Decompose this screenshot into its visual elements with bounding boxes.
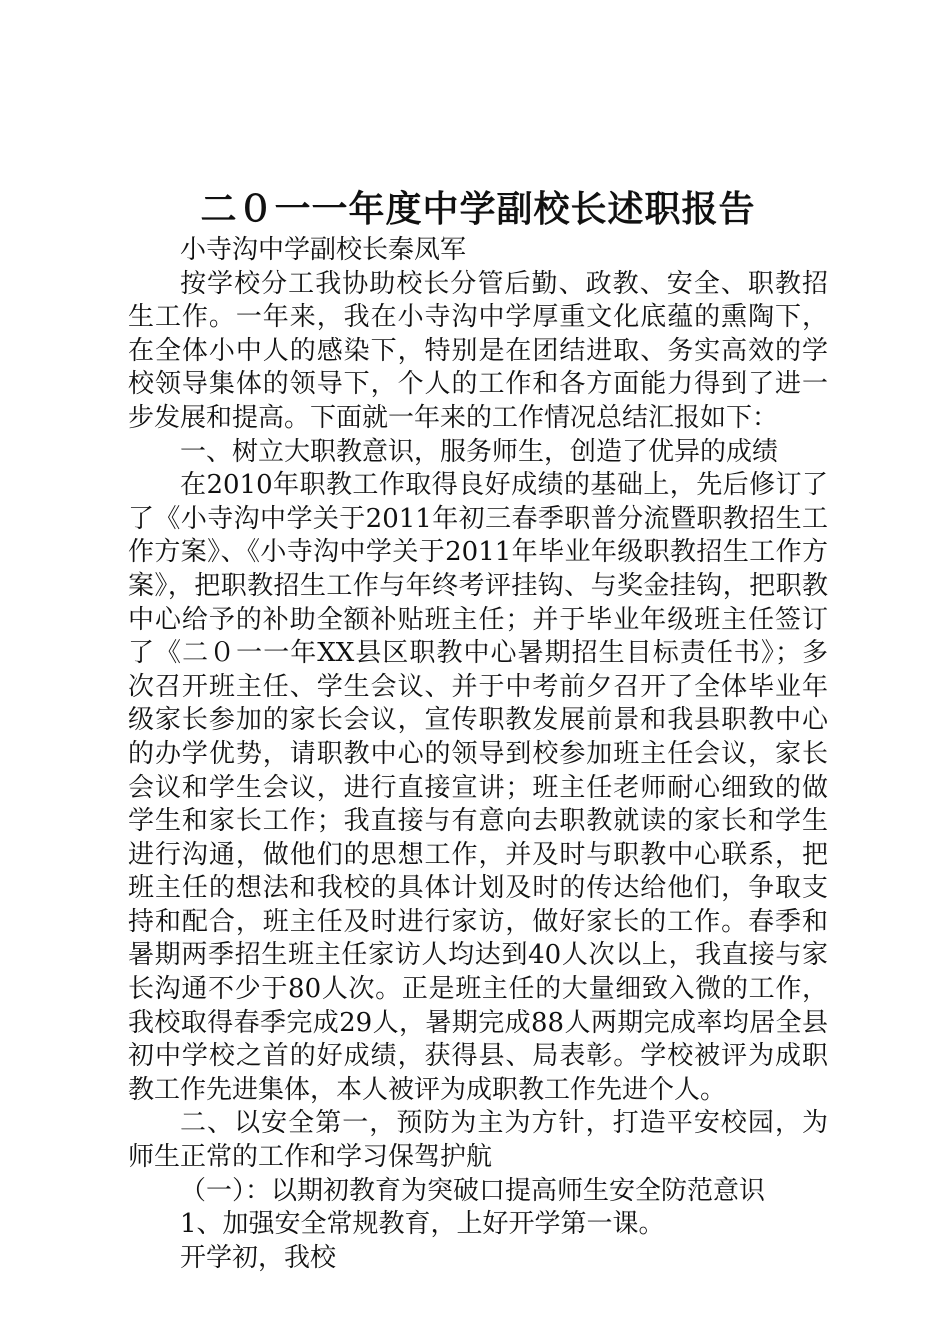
section-heading-2: 二、以安全第一，预防为主为方针，打造平安校园，为师生正常的工作和学习保驾护航 [128, 1108, 828, 1173]
intro-paragraph: 按学校分工我协助校长分管后勤、政教、安全、职教招生工作。一年来，我在小寺沟中学厚重文化底蕴的熏陶下，在全体小中人的感染下，特别是在团结进取、务实高效的学校领导集体的领导下，个人的工作和各方面能力得到了进一步发展和提高。下面就一年来的工作情况总结汇报如下： [128, 268, 828, 433]
document-title: 二０一一年度中学副校长述职报告 [200, 188, 756, 230]
author-line: 小寺沟中学副校长秦凤军 [180, 235, 467, 265]
trailing-paragraph: 开学初，我校 [180, 1242, 337, 1273]
document-content [128, 186, 828, 1275]
section-heading-1: 一、树立大职教意识，服务师生，创造了优异的成绩 [180, 436, 779, 467]
document-body [128, 234, 828, 1275]
item-heading-1: 1、加强安全常规教育，上好开学第一课。 [180, 1209, 665, 1240]
subsection-heading-1: （一）：以期初教育为突破口提高师生安全防范意识 [180, 1175, 766, 1206]
section-1-paragraph: 在2010年职教工作取得良好成绩的基础上，先后修订了了《小寺沟中学关于2011年初三春季职普分流暨职教招生工作方案》、《小寺沟中学关于2011年毕业年级职教招生工作方案》，把职教招生工作与年终考评挂钩、与奖金挂钩，把职教中心给予的补助全额补贴班主任；并于毕业年级班主任签订了《二０一一年XX县区职教中心暑期招生目标责任书》；多次召开班主任、学生会议、并于中考前夕召开了全体毕业年级家长参加的家长会议，宣传职教发展前景和我县职教中心的办学优势，请职教中心的领导到校参加班主任会议，家长会议和学生会议，进行直接宣讲；班主任老师耐心细致的做学生和家长工作；我直接与有意向去职教就读的家长和学生进行沟通，做他们的思想工作，并及时与职教中心联系，把班主任的想法和我校的具体计划及时的传达给他们，争取支持和配合，班主任及时进行家访，做好家长的工作。春季和暑期两季招生班主任家访人均达到40人次以上，我直接与家长沟通不少于80人次。正是班主任的大量细致入微的工作，我校取得春季完成29人，暑期完成88人两期完成率均居全县初中学校之首的好成绩，获得县、局表彰。学校被评为成职教工作先进集体，本人被评为成职教工作先进个人。 [128, 470, 828, 1105]
